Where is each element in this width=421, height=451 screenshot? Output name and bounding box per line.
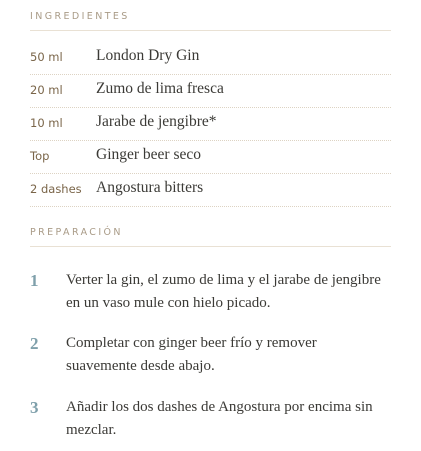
ingredient-name: Zumo de lima fresca [96,80,224,97]
ingredient-name: Ginger beer seco [96,146,202,163]
ingredient-row [30,174,391,207]
ingredient-row [30,75,391,108]
ingredient-quantity: 50 ml [30,50,63,64]
ingredient-name: London Dry Gin [96,47,200,64]
step-number: 3 [30,398,39,417]
ingredients-divider [30,30,391,31]
ingredients-list [30,42,391,207]
step-text: Verter la gin, el zumo de lima y el jarabe de jengibre en un vaso mule con hielo picado. [66,272,381,311]
step-number: 2 [30,334,39,353]
ingredient-name: Jarabe de jengibre* [96,113,217,130]
step-number: 1 [30,271,39,290]
ingredient-row [30,108,391,141]
step-text: Completar con ginger beer frío y remover suavemente desde abajo. [66,335,317,374]
ingredient-quantity: 20 ml [30,83,63,97]
ingredient-quantity: 2 dashes [30,182,82,196]
ingredient-name: Angostura bitters [96,179,204,196]
preparation-heading: PREPARACIÓN [30,227,123,238]
preparation-divider [30,246,391,247]
ingredient-row [30,42,391,75]
ingredient-row [30,141,391,174]
ingredients-heading: INGREDIENTES [30,11,130,22]
ingredient-quantity: 10 ml [30,116,63,130]
ingredient-quantity: Top [30,149,50,163]
step-text: Añadir los dos dashes de Angostura por encima sin mezclar. [66,399,373,438]
